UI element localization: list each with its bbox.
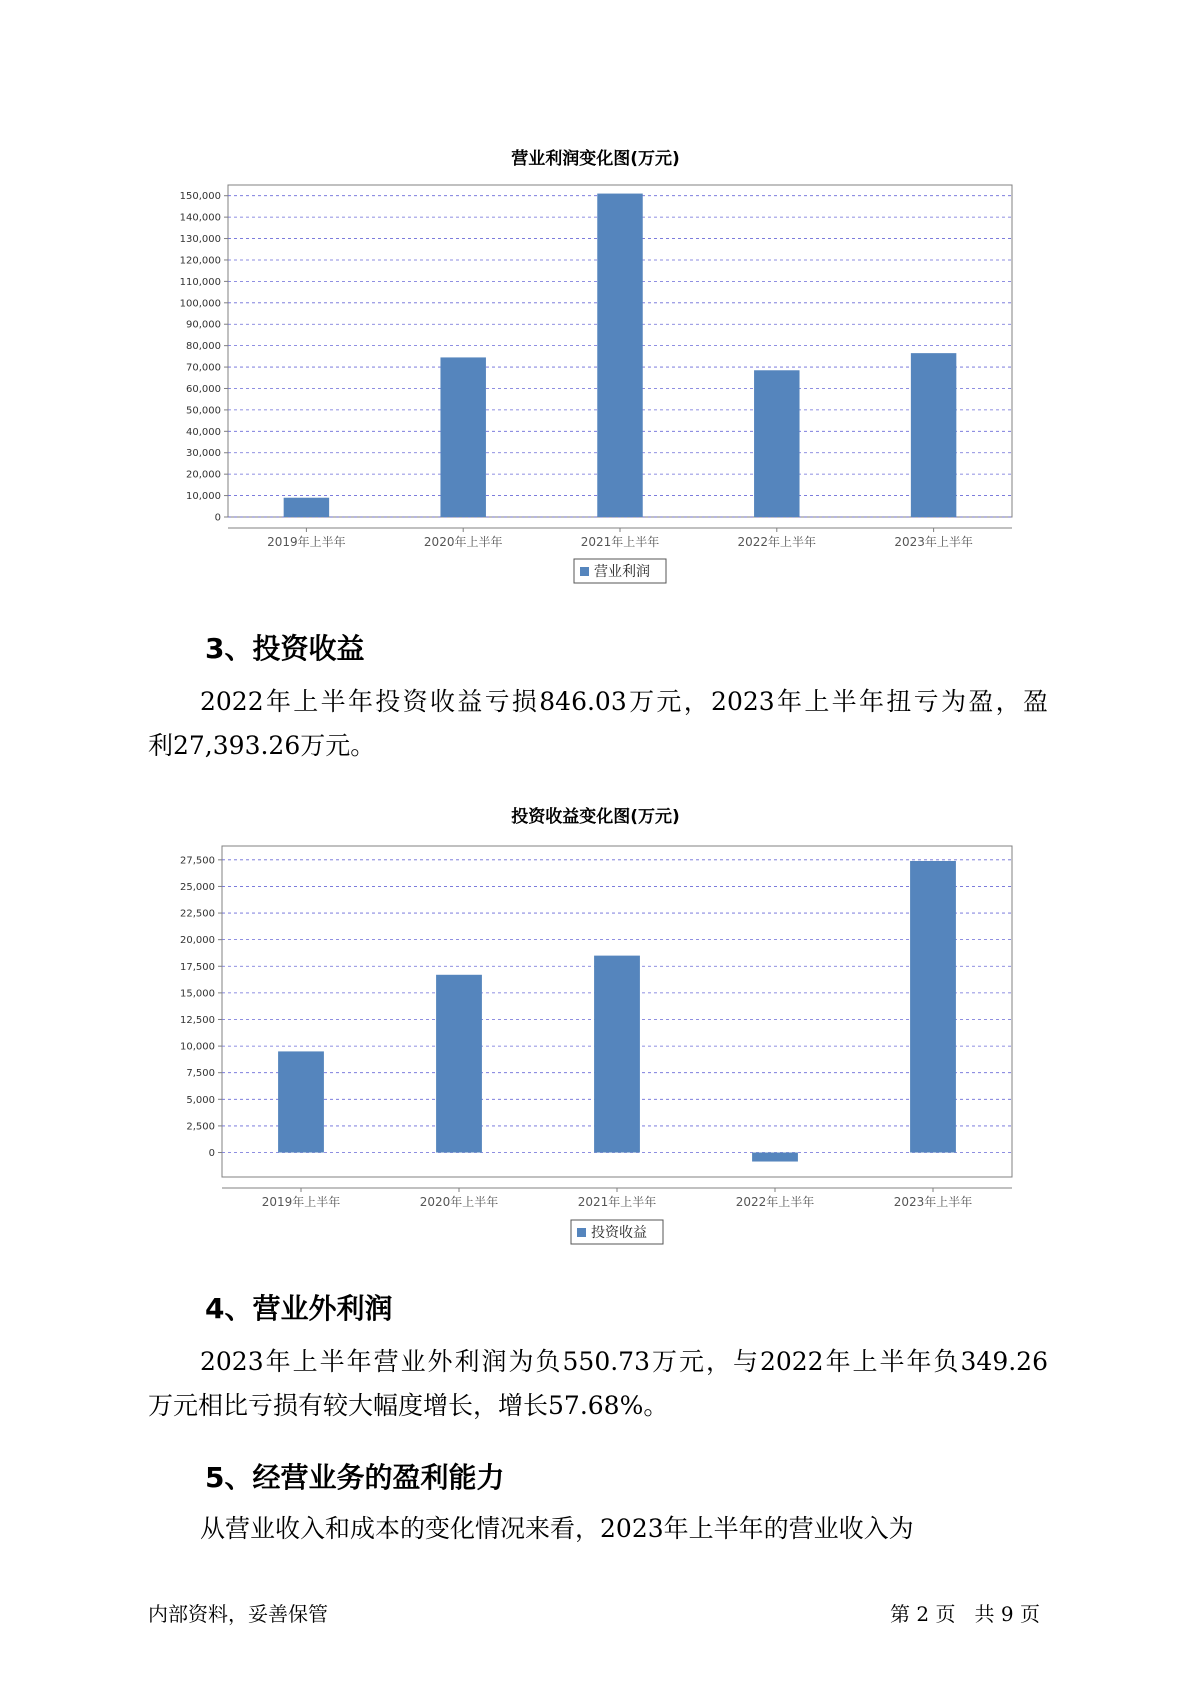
x-tick-label: 2019年上半年 [261, 1195, 341, 1209]
x-tick-label: 2023年上半年 [893, 1195, 973, 1209]
bar [752, 1153, 798, 1162]
section-3-line-2: 利27,393.26万元。 [148, 731, 376, 760]
y-tick-label: 20,000 [186, 469, 221, 481]
section-4-line-2: 万元相比亏损有较大幅度增长，增长57.68%。 [148, 1391, 669, 1420]
y-tick-label: 0 [208, 1148, 215, 1160]
section-3-heading: 3、投资收益 [205, 632, 365, 665]
y-tick-label: 60,000 [186, 383, 221, 395]
x-tick-label: 2019年上半年 [267, 535, 346, 549]
chart2-title: 投资收益变化图(万元) [511, 807, 680, 827]
section-5-heading: 5、经营业务的盈利能力 [205, 1461, 505, 1494]
section-5-line-1: 从营业收入和成本的变化情况来看，2023年上半年的营业收入为 [200, 1514, 914, 1543]
y-tick-label: 17,500 [180, 961, 215, 973]
y-tick-label: 5,000 [186, 1094, 215, 1106]
y-tick-label: 150,000 [179, 191, 221, 203]
x-tick-label: 2021年上半年 [577, 1195, 657, 1209]
legend-label: 投资收益 [591, 1225, 647, 1241]
chart1-title: 营业利润变化图(万元) [511, 149, 680, 169]
y-tick-label: 140,000 [179, 212, 221, 224]
x-tick-label: 2020年上半年 [419, 1195, 499, 1209]
section-4-paragraph [148, 1340, 1048, 1428]
y-tick-label: 12,500 [180, 1014, 215, 1026]
y-tick-label: 22,500 [180, 908, 215, 920]
bar [278, 1051, 324, 1152]
legend-label: 营业利润 [594, 564, 650, 580]
x-tick-label: 2021年上半年 [580, 535, 660, 549]
footer-confidential-note: 内部资料，妥善保管 [148, 1602, 328, 1626]
footer-page-number: 第 2 页 共 9 页 [890, 1602, 1040, 1626]
y-tick-label: 30,000 [186, 448, 221, 460]
x-tick-label: 2020年上半年 [423, 535, 503, 549]
y-tick-label: 40,000 [186, 426, 221, 438]
y-tick-label: 110,000 [179, 276, 221, 288]
y-tick-label: 120,000 [179, 255, 221, 267]
section-5-paragraph [148, 1507, 1048, 1551]
y-tick-label: 100,000 [179, 298, 221, 310]
x-tick-label: 2022年上半年 [735, 1195, 815, 1209]
y-tick-label: 15,000 [180, 988, 215, 1000]
y-tick-label: 90,000 [186, 319, 221, 331]
y-tick-label: 80,000 [186, 341, 221, 353]
y-tick-label: 50,000 [186, 405, 221, 417]
y-tick-label: 20,000 [180, 935, 215, 947]
y-tick-label: 25,000 [180, 881, 215, 893]
y-tick-label: 10,000 [186, 491, 221, 503]
bar [910, 861, 956, 1153]
y-tick-label: 7,500 [186, 1068, 215, 1080]
y-tick-label: 70,000 [186, 362, 221, 374]
y-tick-label: 130,000 [179, 234, 221, 246]
legend-swatch [577, 1228, 586, 1237]
y-tick-label: 10,000 [180, 1041, 215, 1053]
y-tick-label: 2,500 [186, 1121, 215, 1133]
section-4-heading: 4、营业外利润 [205, 1292, 393, 1325]
section-4-line-1: 2023年上半年营业外利润为负550.73万元，与2022年上半年负349.26 [200, 1347, 1048, 1376]
section-3-line-1: 2022年上半年投资收益亏损846.03万元，2023年上半年扭亏为盈，盈 [200, 687, 1048, 716]
x-tick-label: 2022年上半年 [737, 535, 817, 549]
y-tick-label: 27,500 [180, 855, 215, 867]
bar [594, 956, 640, 1153]
y-tick-label: 0 [214, 512, 221, 524]
x-tick-label: 2023年上半年 [894, 535, 973, 549]
bar [436, 975, 482, 1153]
